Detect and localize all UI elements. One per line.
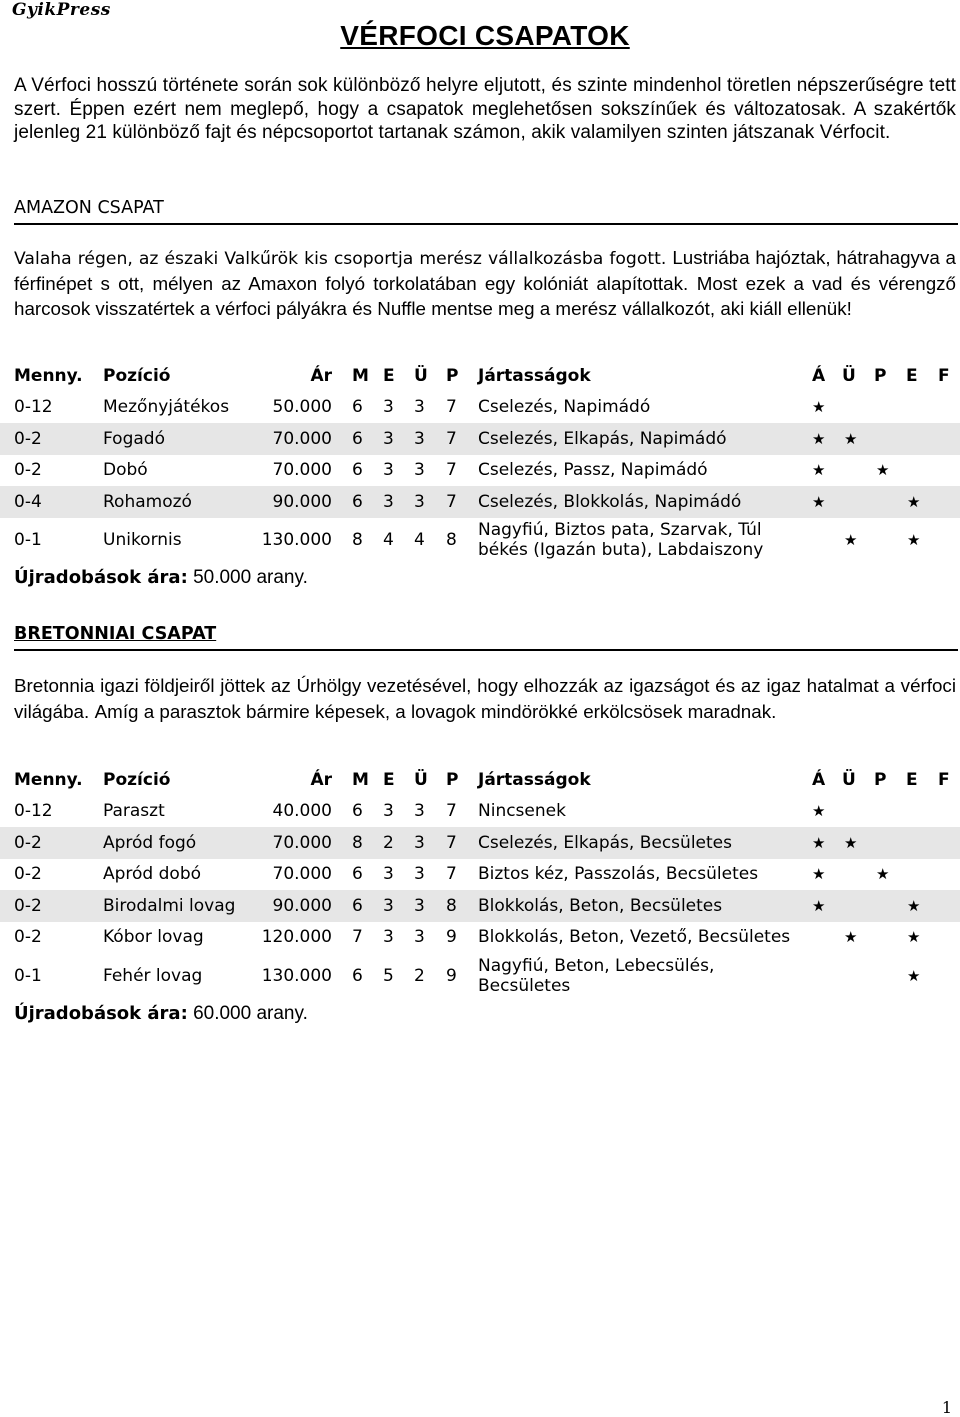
star-icon: ★ <box>812 833 826 852</box>
star-icon: ★ <box>844 429 858 448</box>
star-icon: ★ <box>844 531 858 549</box>
cell-e: 3 <box>383 491 394 512</box>
star-icon: ★ <box>812 896 826 915</box>
cell-m: 6 <box>352 965 363 986</box>
cell-jartassagok: Nincsenek <box>478 801 566 822</box>
col-header-a: Á <box>812 769 826 790</box>
cell-u: 3 <box>414 491 425 512</box>
cell-ar: 70.000 <box>272 864 332 885</box>
cell-e: 3 <box>383 927 394 948</box>
section-heading-bretonnia: BRETONNIAI CSAPAT <box>14 624 958 651</box>
cell-menny: 0-12 <box>14 397 53 418</box>
col-header-u: Ü <box>414 769 428 790</box>
cell-p: 7 <box>446 832 457 853</box>
cell-menny: 0-2 <box>14 927 42 948</box>
cell-e: 3 <box>383 460 394 481</box>
cell-ar: 70.000 <box>272 460 332 481</box>
cell-u: 3 <box>414 460 425 481</box>
cell-ar: 50.000 <box>272 397 332 418</box>
section-heading-amazon: AMAZON CSAPAT <box>14 198 958 225</box>
cell-pozicio: Fehér lovag <box>103 965 203 986</box>
cell-u: 3 <box>414 428 425 449</box>
bretonnia-description: Bretonnia igazi földjeiről jöttek az Úrhölgy vezetésével, hogy elhozzák az igazságot és az igaz hatalmat a vérfoci világába. Amíg a parasztok bármire képesek, a lovagok mindörökké erkölcsösek maradnak. <box>14 675 956 722</box>
cell-pozicio: Apród dobó <box>103 864 202 885</box>
cell-u: 4 <box>414 530 425 550</box>
star-icon: ★ <box>812 802 826 821</box>
table-row <box>0 953 960 998</box>
table-row <box>0 796 960 828</box>
table-row <box>0 392 960 424</box>
brand-logo: GyikPress <box>12 0 111 20</box>
star-icon: ★ <box>907 492 921 511</box>
col-header-p2: P <box>874 769 887 790</box>
star-icon: ★ <box>812 429 826 448</box>
cell-p: 7 <box>446 491 457 512</box>
cell-p: 7 <box>446 801 457 822</box>
col-header-e2: E <box>906 365 918 386</box>
cell-u: 3 <box>414 801 425 822</box>
table-row <box>0 518 960 563</box>
cell-ar: 90.000 <box>272 491 332 512</box>
col-header-e: E <box>383 365 395 386</box>
star-icon: ★ <box>844 833 858 852</box>
cell-menny: 0-2 <box>14 832 42 853</box>
cell-m: 6 <box>352 895 363 916</box>
cell-pozicio: Mezőnyjátékos <box>103 397 230 418</box>
cell-menny: 0-2 <box>14 460 42 481</box>
table-row <box>0 827 960 859</box>
col-header-p: P <box>446 365 459 386</box>
star-icon: ★ <box>844 928 858 947</box>
star-icon: ★ <box>907 896 921 915</box>
col-header-jartassagok: Jártasságok <box>478 769 591 790</box>
cell-menny: 0-2 <box>14 428 42 449</box>
col-header-m: M <box>352 365 369 386</box>
cell-ar: 70.000 <box>272 832 332 853</box>
cell-u: 3 <box>414 927 425 948</box>
star-icon: ★ <box>812 398 826 417</box>
cell-ar: 130.000 <box>261 965 332 986</box>
table-row <box>0 890 960 922</box>
cell-m: 6 <box>352 801 363 822</box>
cell-p: 7 <box>446 397 457 418</box>
cell-menny: 0-12 <box>14 801 53 822</box>
cell-pozicio: Paraszt <box>103 801 165 822</box>
col-header-pozicio: Pozíció <box>103 769 171 790</box>
page-title: VÉRFOCI CSAPATOK <box>340 20 630 51</box>
cell-p: 8 <box>446 530 457 550</box>
amazon-description: Valaha régen, az északi Valkűrök kis csoportja merész vállalkozásba fogott. Lustriába hajóztak, hátrahagyva a férfinépet s ott, mélyen az Amaxon folyó torkolatában egy kolóniát alapítottak. Most ezek a vad és vérengző harcosok visszatértek a vérfoci pályákra és Nuffle mentse meg a merész vállalkozót, aki kiáll ellenük! <box>14 247 957 319</box>
col-header-jartassagok: Jártasságok <box>478 365 591 386</box>
col-header-m: M <box>352 769 369 790</box>
cell-u: 3 <box>414 895 425 916</box>
col-header-u2: Ü <box>842 769 856 790</box>
col-header-p: P <box>446 769 459 790</box>
cell-m: 8 <box>352 832 363 853</box>
col-header-u2: Ü <box>842 365 856 386</box>
amazon-roster-table <box>0 360 960 563</box>
cell-m: 7 <box>352 927 363 948</box>
cell-p: 7 <box>446 460 457 481</box>
cell-e: 4 <box>383 530 394 550</box>
cell-jartassagok: Cselezés, Napimádó <box>478 397 651 418</box>
cell-pozicio: Dobó <box>103 460 148 481</box>
cell-pozicio: Kóbor lovag <box>103 927 204 948</box>
star-icon: ★ <box>907 928 921 947</box>
col-header-ar: Ár <box>310 365 332 386</box>
cell-ar: 130.000 <box>261 530 332 550</box>
cell-menny: 0-1 <box>14 530 42 550</box>
col-header-p2: P <box>874 365 887 386</box>
cell-jartassagok: Biztos kéz, Passzolás, Becsületes <box>478 864 759 885</box>
star-icon: ★ <box>876 865 890 884</box>
cell-menny: 0-1 <box>14 965 42 986</box>
cell-m: 6 <box>352 428 363 449</box>
cell-e: 3 <box>383 428 394 449</box>
table-row <box>0 922 960 954</box>
cell-jartassagok: Nagyfiú, Beton, Lebecsülés, Becsületes <box>478 955 715 996</box>
cell-e: 3 <box>383 864 394 885</box>
amazon-reroll-price: Újradobások ára: 50.000 arany. <box>14 567 308 588</box>
col-header-u: Ü <box>414 365 428 386</box>
cell-e: 3 <box>383 801 394 822</box>
cell-menny: 0-2 <box>14 864 42 885</box>
cell-m: 8 <box>352 530 363 550</box>
table-header-row <box>0 764 960 796</box>
cell-ar: 40.000 <box>272 801 332 822</box>
table-row <box>0 455 960 487</box>
star-icon: ★ <box>907 966 921 985</box>
table-row <box>0 486 960 518</box>
cell-p: 7 <box>446 864 457 885</box>
cell-u: 3 <box>414 832 425 853</box>
col-header-f: F <box>938 769 950 790</box>
col-header-e: E <box>383 769 395 790</box>
cell-pozicio: Apród fogó <box>103 832 197 853</box>
star-icon: ★ <box>907 531 921 549</box>
col-header-f: F <box>938 365 950 386</box>
cell-ar: 70.000 <box>272 428 332 449</box>
cell-jartassagok: Nagyfiú, Biztos pata, Szarvak, Túl békés (Igazán buta), Labdaiszony <box>478 520 764 560</box>
col-header-menny: Menny. <box>14 365 83 386</box>
cell-jartassagok: Cselezés, Blokkolás, Napimádó <box>478 491 742 512</box>
cell-p: 9 <box>446 965 457 986</box>
cell-m: 6 <box>352 491 363 512</box>
col-header-e2: E <box>906 769 918 790</box>
cell-u: 3 <box>414 397 425 418</box>
cell-menny: 0-2 <box>14 895 42 916</box>
cell-e: 3 <box>383 397 394 418</box>
page-number: 1 <box>941 1398 952 1417</box>
cell-jartassagok: Cselezés, Elkapás, Napimádó <box>478 428 727 449</box>
cell-jartassagok: Cselezés, Elkapás, Becsületes <box>478 832 732 853</box>
cell-e: 3 <box>383 895 394 916</box>
col-header-a: Á <box>812 365 826 386</box>
cell-m: 6 <box>352 460 363 481</box>
table-header-row <box>0 360 960 392</box>
star-icon: ★ <box>876 461 890 480</box>
col-header-pozicio: Pozíció <box>103 365 171 386</box>
bretonnia-reroll-price: Újradobások ára: 60.000 arany. <box>14 1003 308 1024</box>
cell-p: 8 <box>446 895 457 916</box>
cell-m: 6 <box>352 864 363 885</box>
cell-jartassagok: Blokkolás, Beton, Vezető, Becsületes <box>478 927 791 948</box>
cell-p: 9 <box>446 927 457 948</box>
star-icon: ★ <box>812 461 826 480</box>
table-row <box>0 423 960 455</box>
cell-u: 3 <box>414 864 425 885</box>
cell-ar: 90.000 <box>272 895 332 916</box>
star-icon: ★ <box>812 865 826 884</box>
cell-pozicio: Fogadó <box>103 428 165 449</box>
cell-e: 5 <box>383 965 394 986</box>
cell-pozicio: Birodalmi lovag <box>103 895 236 916</box>
table-row <box>0 859 960 891</box>
cell-m: 6 <box>352 397 363 418</box>
cell-jartassagok: Cselezés, Passz, Napimádó <box>478 460 708 481</box>
col-header-menny: Menny. <box>14 769 83 790</box>
cell-u: 2 <box>414 965 425 986</box>
cell-ar: 120.000 <box>261 927 332 948</box>
bretonnia-roster-table <box>0 764 960 998</box>
cell-jartassagok: Blokkolás, Beton, Becsületes <box>478 895 723 916</box>
star-icon: ★ <box>812 492 826 511</box>
cell-menny: 0-4 <box>14 491 42 512</box>
col-header-ar: Ár <box>310 769 332 790</box>
cell-p: 7 <box>446 428 457 449</box>
cell-e: 2 <box>383 832 394 853</box>
intro-paragraph: A Vérfoci hosszú története során sok különböző helyre eljutott, és szinte mindenhol töretlen népszerűségre tett szert. Éppen ezért nem meglepő, hogy a csapatok meglehetősen sokszínűek és változatosak. A szakértők jelenleg 21 különböző fajt és népcsoportot tartanak számon, akik valamilyen szinten játszanak Vérfocit. <box>14 75 956 143</box>
cell-pozicio: Rohamozó <box>103 491 192 512</box>
cell-pozicio: Unikornis <box>103 530 182 550</box>
